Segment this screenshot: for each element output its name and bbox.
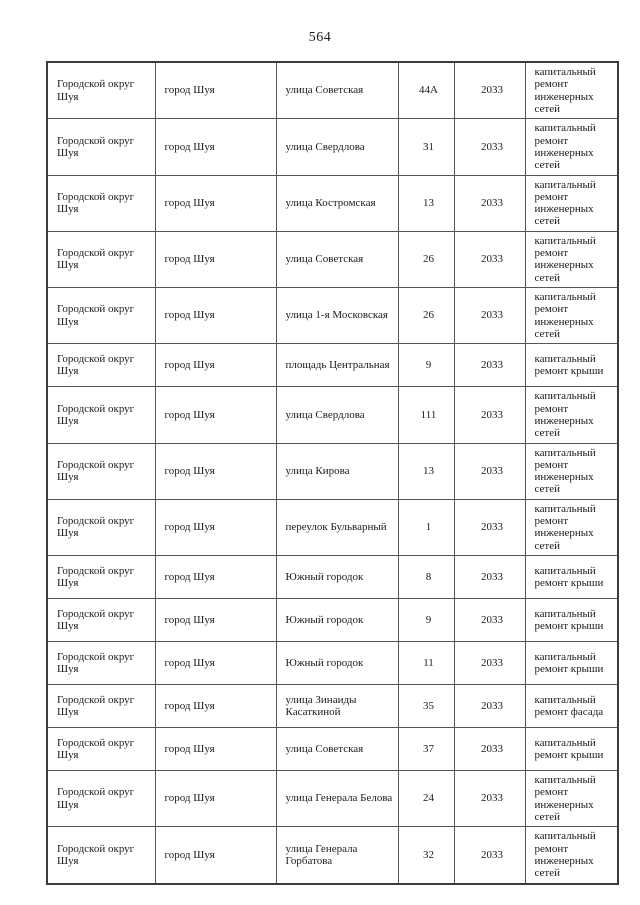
cell-street: Южный городок [276, 599, 398, 642]
table-row [47, 175, 618, 231]
table-body [47, 62, 618, 884]
cell-work-type: капитальный ремонт крыши [525, 556, 618, 599]
cell-year: 2033 [454, 728, 525, 771]
cell-city: город Шуя [155, 771, 276, 827]
table-row [47, 344, 618, 387]
cell-year: 2033 [454, 387, 525, 443]
cell-house-number: 24 [398, 771, 454, 827]
cell-city: город Шуя [155, 175, 276, 231]
cell-work-type: капитальный ремонт инженерных сетей [525, 771, 618, 827]
cell-work-type: капитальный ремонт инженерных сетей [525, 443, 618, 499]
cell-district: Городской округ Шуя [47, 499, 155, 555]
cell-house-number: 1 [398, 499, 454, 555]
cell-city: город Шуя [155, 387, 276, 443]
cell-house-number: 9 [398, 599, 454, 642]
cell-street: улица 1-я Московская [276, 288, 398, 344]
cell-district: Городской округ Шуя [47, 728, 155, 771]
cell-district: Городской округ Шуя [47, 642, 155, 685]
cell-house-number: 35 [398, 685, 454, 728]
cell-house-number: 32 [398, 827, 454, 884]
cell-district: Городской округ Шуя [47, 599, 155, 642]
cell-year: 2033 [454, 556, 525, 599]
table-row [47, 387, 618, 443]
cell-city: город Шуя [155, 443, 276, 499]
cell-house-number: 26 [398, 288, 454, 344]
cell-work-type: капитальный ремонт инженерных сетей [525, 499, 618, 555]
cell-year: 2033 [454, 771, 525, 827]
cell-work-type: капитальный ремонт инженерных сетей [525, 175, 618, 231]
cell-street: улица Советская [276, 62, 398, 119]
cell-district: Городской округ Шуя [47, 685, 155, 728]
cell-city: город Шуя [155, 344, 276, 387]
cell-city: город Шуя [155, 728, 276, 771]
cell-district: Городской округ Шуя [47, 288, 155, 344]
cell-street: улица Кирова [276, 443, 398, 499]
cell-work-type: капитальный ремонт крыши [525, 599, 618, 642]
table-row [47, 556, 618, 599]
cell-work-type: капитальный ремонт крыши [525, 642, 618, 685]
cell-year: 2033 [454, 288, 525, 344]
table-row [47, 288, 618, 344]
cell-street: улица Зинаиды Касаткиной [276, 685, 398, 728]
cell-district: Городской округ Шуя [47, 827, 155, 884]
cell-city: город Шуя [155, 231, 276, 287]
cell-year: 2033 [454, 499, 525, 555]
cell-work-type: капитальный ремонт инженерных сетей [525, 62, 618, 119]
table-row [47, 642, 618, 685]
table-row [47, 62, 618, 119]
repair-program-table [46, 61, 619, 885]
cell-street: площадь Центральная [276, 344, 398, 387]
table-row [47, 599, 618, 642]
cell-city: город Шуя [155, 288, 276, 344]
cell-city: город Шуя [155, 685, 276, 728]
table-row [47, 827, 618, 884]
cell-city: город Шуя [155, 556, 276, 599]
cell-work-type: капитальный ремонт инженерных сетей [525, 231, 618, 287]
cell-house-number: 9 [398, 344, 454, 387]
cell-work-type: капитальный ремонт крыши [525, 344, 618, 387]
table-row [47, 119, 618, 175]
cell-house-number: 31 [398, 119, 454, 175]
table-row [47, 443, 618, 499]
cell-work-type: капитальный ремонт инженерных сетей [525, 387, 618, 443]
cell-street: улица Свердлова [276, 119, 398, 175]
table-row [47, 231, 618, 287]
table-row [47, 728, 618, 771]
cell-year: 2033 [454, 62, 525, 119]
cell-year: 2033 [454, 642, 525, 685]
cell-work-type: капитальный ремонт крыши [525, 728, 618, 771]
cell-street: Южный городок [276, 556, 398, 599]
cell-work-type: капитальный ремонт инженерных сетей [525, 119, 618, 175]
table-row [47, 685, 618, 728]
cell-city: город Шуя [155, 599, 276, 642]
cell-street: улица Советская [276, 231, 398, 287]
cell-district: Городской округ Шуя [47, 62, 155, 119]
cell-city: город Шуя [155, 62, 276, 119]
cell-street: Южный городок [276, 642, 398, 685]
cell-house-number: 13 [398, 443, 454, 499]
cell-street: улица Свердлова [276, 387, 398, 443]
cell-house-number: 37 [398, 728, 454, 771]
cell-district: Городской округ Шуя [47, 344, 155, 387]
cell-house-number: 11 [398, 642, 454, 685]
page-number: 564 [308, 30, 332, 45]
cell-district: Городской округ Шуя [47, 771, 155, 827]
cell-year: 2033 [454, 231, 525, 287]
cell-house-number: 26 [398, 231, 454, 287]
cell-work-type: капитальный ремонт инженерных сетей [525, 288, 618, 344]
cell-street: улица Генерала Белова [276, 771, 398, 827]
cell-year: 2033 [454, 344, 525, 387]
cell-district: Городской округ Шуя [47, 556, 155, 599]
cell-district: Городской округ Шуя [47, 119, 155, 175]
cell-city: город Шуя [155, 499, 276, 555]
cell-street: улица Костромская [276, 175, 398, 231]
cell-house-number: 13 [398, 175, 454, 231]
cell-street: переулок Бульварный [276, 499, 398, 555]
cell-city: город Шуя [155, 119, 276, 175]
cell-year: 2033 [454, 175, 525, 231]
cell-year: 2033 [454, 685, 525, 728]
cell-city: город Шуя [155, 642, 276, 685]
cell-city: город Шуя [155, 827, 276, 884]
table-row [47, 771, 618, 827]
cell-house-number: 44А [398, 62, 454, 119]
cell-house-number: 111 [398, 387, 454, 443]
cell-district: Городской округ Шуя [47, 387, 155, 443]
cell-house-number: 8 [398, 556, 454, 599]
cell-year: 2033 [454, 119, 525, 175]
cell-district: Городской округ Шуя [47, 443, 155, 499]
cell-street: улица Генерала Горбатова [276, 827, 398, 884]
cell-year: 2033 [454, 443, 525, 499]
cell-district: Городской округ Шуя [47, 231, 155, 287]
cell-work-type: капитальный ремонт фасада [525, 685, 618, 728]
table-row [47, 499, 618, 555]
cell-street: улица Советская [276, 728, 398, 771]
cell-year: 2033 [454, 599, 525, 642]
cell-district: Городской округ Шуя [47, 175, 155, 231]
cell-work-type: капитальный ремонт инженерных сетей [525, 827, 618, 884]
cell-year: 2033 [454, 827, 525, 884]
